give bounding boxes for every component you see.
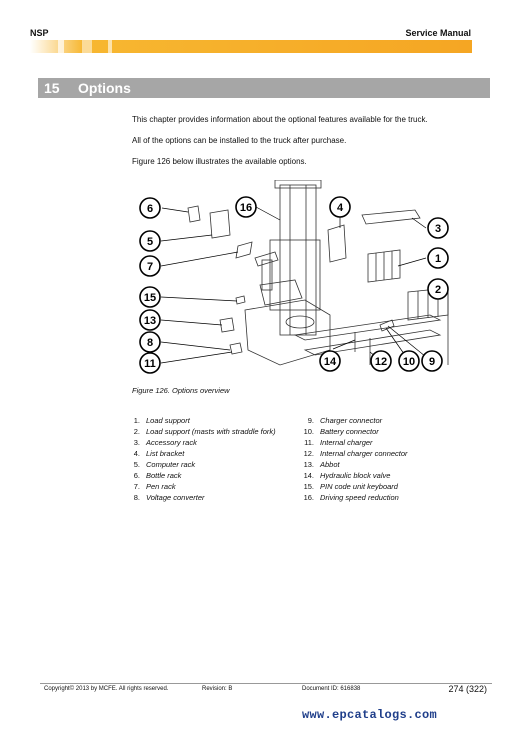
footer-divider — [40, 683, 492, 684]
list-item: 7. Pen rack — [133, 482, 176, 491]
callout-13 — [140, 310, 160, 330]
list-item: 3. Accessory rack — [133, 438, 197, 447]
list-item: 6. Bottle rack — [133, 471, 182, 480]
footer-document-id: Document ID: 616838 — [302, 686, 361, 692]
truck-body-drawing — [245, 252, 440, 365]
footer-revision: Revision: B — [202, 686, 233, 692]
header-accent-bar — [30, 40, 472, 53]
svg-text:16: 16 — [239, 202, 253, 214]
figure-caption: Figure 126. Options overview — [132, 386, 230, 395]
callout-9 — [422, 351, 442, 371]
callout-7 — [140, 256, 160, 276]
svg-text:11: 11 — [144, 358, 156, 370]
list-item: 5. Computer rack — [133, 460, 196, 469]
callout-16 — [236, 197, 256, 217]
callout-14 — [320, 351, 340, 371]
callout-12 — [371, 351, 391, 371]
callout-leaders — [161, 207, 440, 363]
svg-text:2: 2 — [434, 284, 442, 296]
callout-6 — [140, 198, 160, 218]
chapter-heading — [38, 78, 490, 98]
callout-15 — [140, 287, 160, 307]
truck-illustration — [130, 180, 470, 380]
list-item: 9. Charger connector — [307, 416, 383, 425]
options-list-right — [298, 415, 408, 503]
options-list-left — [124, 415, 276, 503]
footer-copyright: Copyright© 2013 by MCFE. All rights reserved. — [44, 686, 169, 692]
svg-text:9: 9 — [428, 356, 436, 368]
svg-text:12: 12 — [374, 356, 388, 368]
callout-3 — [428, 218, 448, 238]
list-item: 2. Load support (masts with straddle fork) — [133, 427, 276, 436]
chapter-number: 15 — [44, 80, 60, 96]
svg-text:8: 8 — [146, 337, 154, 349]
callout-1 — [428, 248, 448, 268]
svg-text:3: 3 — [434, 223, 442, 235]
svg-text:15: 15 — [143, 292, 157, 304]
list-item: 15. PIN code unit keyboard — [303, 482, 398, 491]
callout-10 — [399, 351, 419, 371]
header-doc-type: Service Manual — [405, 28, 471, 38]
page-number: 274 (322) — [448, 684, 487, 694]
callout-11 — [140, 353, 160, 373]
svg-text:10: 10 — [402, 356, 416, 368]
callout-5 — [140, 231, 160, 251]
watermark-url: www.epcatalogs.com — [302, 708, 438, 722]
list-item: 12. Internal charger connector — [303, 449, 408, 458]
list-item: 16. Driving speed reduction — [303, 493, 399, 502]
svg-text:6: 6 — [146, 203, 154, 215]
list-item: 10. Battery connector — [303, 427, 379, 436]
svg-text:14: 14 — [323, 356, 337, 368]
svg-text:5: 5 — [146, 236, 154, 248]
svg-text:7: 7 — [146, 261, 154, 273]
list-item: 13. Abbot — [303, 460, 340, 469]
intro-paragraph-1: This chapter provides information about the optional features available for the truck. — [132, 115, 428, 124]
list-item: 4. List bracket — [133, 449, 185, 458]
callout-4 — [330, 197, 350, 217]
svg-text:13: 13 — [143, 315, 157, 327]
list-item: 14. Hydraulic block valve — [303, 471, 391, 480]
svg-text:4: 4 — [336, 202, 344, 214]
accessory-drawings — [188, 206, 448, 365]
list-item: 8. Voltage converter — [133, 493, 205, 502]
callout-2 — [428, 279, 448, 299]
options-overview-figure — [130, 180, 470, 380]
svg-text:1: 1 — [434, 253, 442, 265]
list-item: 1. Load support — [133, 416, 190, 425]
chapter-title: Options — [78, 80, 131, 96]
list-item: 11. Internal charger — [304, 438, 373, 447]
intro-paragraph-3: Figure 126 below illustrates the available options. — [132, 157, 307, 166]
callout-8 — [140, 332, 160, 352]
truck-mast-drawing — [270, 180, 321, 335]
header-product: NSP — [30, 28, 49, 38]
intro-paragraph-2: All of the options can be installed to the truck after purchase. — [132, 136, 347, 145]
